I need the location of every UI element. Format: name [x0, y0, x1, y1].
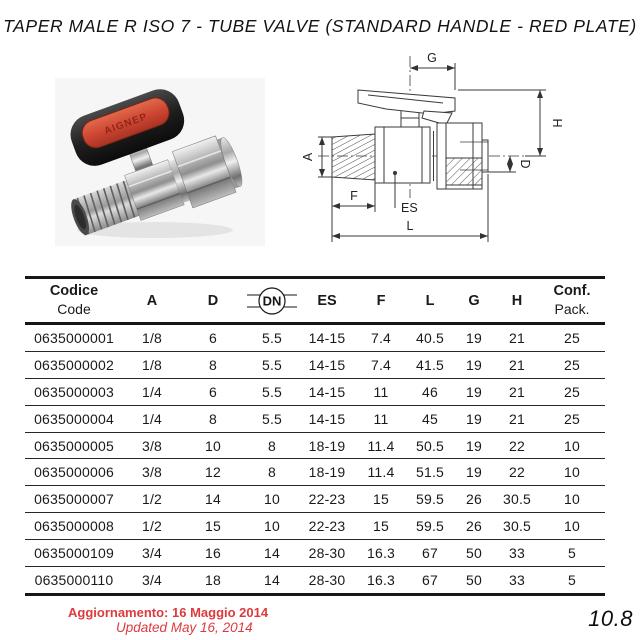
table-body: [25, 324, 605, 595]
table-row: [25, 459, 605, 486]
cell-es: 22-23: [308, 491, 346, 508]
cell-f: 15: [373, 518, 389, 535]
col-header-code: Codice Code: [49, 283, 99, 317]
cell-g: 19: [466, 464, 482, 481]
dimensions-table: [25, 276, 605, 596]
cell-code: 0635000008: [34, 518, 114, 535]
cell-code: 0635000006: [34, 464, 114, 481]
svg-text:DN: DN: [262, 293, 282, 308]
cell-d: 10: [205, 437, 221, 454]
technical-drawing: [300, 48, 640, 270]
col-header-d: D: [207, 292, 219, 309]
cell-dn: 10: [264, 491, 280, 508]
cell-a: 1/8: [141, 329, 163, 346]
cell-d: 16: [205, 545, 221, 562]
cell-code: 0635000002: [34, 356, 114, 373]
cell-f: 11: [373, 383, 389, 400]
cell-h: 30.5: [502, 518, 532, 535]
cell-es: 14-15: [308, 410, 346, 427]
cell-code: 0635000005: [34, 437, 114, 454]
cell-pack: 5: [568, 545, 576, 562]
cell-f: 16.3: [366, 571, 396, 588]
cell-g: 50: [466, 545, 482, 562]
table-row: [25, 567, 605, 595]
dim-label-G: G: [427, 51, 437, 65]
cell-g: 26: [466, 518, 482, 535]
dimension-diagram: [300, 48, 640, 270]
cell-l: 67: [422, 571, 438, 588]
cell-f: 7.4: [370, 356, 392, 373]
page-number: 10.8: [588, 606, 633, 631]
page-title: TAPER MALE R ISO 7 - TUBE VALVE (STANDARD HANDLE - RED PLATE): [3, 16, 637, 36]
cell-h: 21: [509, 329, 525, 346]
cell-h: 21: [509, 356, 525, 373]
col-header-dn: [245, 278, 299, 324]
cell-es: 18-19: [308, 437, 346, 454]
table-row: [25, 432, 605, 459]
cell-g: 50: [466, 571, 482, 588]
cell-h: 33: [509, 545, 525, 562]
cell-a: 3/4: [141, 571, 163, 588]
cell-d: 8: [209, 356, 217, 373]
cell-a: 3/4: [141, 545, 163, 562]
cell-l: 40.5: [415, 329, 445, 346]
table-header-row: [25, 278, 605, 324]
cell-dn: 14: [264, 545, 280, 562]
cell-l: 59.5: [415, 518, 445, 535]
cell-f: 16.3: [366, 545, 396, 562]
cell-g: 19: [466, 329, 482, 346]
cell-code: 0635000001: [34, 329, 114, 346]
product-photo: [55, 78, 265, 246]
cell-l: 46: [422, 383, 438, 400]
cell-dn: 8: [268, 437, 276, 454]
cell-l: 41.5: [415, 356, 445, 373]
cell-h: 21: [509, 410, 525, 427]
table-row: [25, 351, 605, 378]
table-row: [25, 540, 605, 567]
cell-f: 11: [373, 410, 389, 427]
table-row: [25, 324, 605, 352]
cell-h: 30.5: [502, 491, 532, 508]
cell-pack: 10: [564, 464, 580, 481]
col-header-a: A: [146, 292, 158, 309]
cell-code: 0635000109: [34, 545, 114, 562]
cell-code: 0635000003: [34, 383, 114, 400]
cell-pack: 10: [564, 518, 580, 535]
cell-d: 8: [209, 410, 217, 427]
dim-label-L: L: [406, 219, 414, 233]
cell-d: 6: [209, 329, 217, 346]
cell-a: 1/4: [141, 410, 163, 427]
col-header-h: H: [511, 292, 523, 309]
cell-l: 59.5: [415, 491, 445, 508]
cell-dn: 10: [264, 518, 280, 535]
table-row: [25, 486, 605, 513]
cell-es: 14-15: [308, 356, 346, 373]
table-row: [25, 378, 605, 405]
cell-code: 0635000007: [34, 491, 114, 508]
cell-g: 26: [466, 491, 482, 508]
cell-code: 0635000110: [34, 571, 114, 588]
cell-a: 3/8: [141, 464, 163, 481]
cell-d: 12: [205, 464, 221, 481]
cell-dn: 5.5: [261, 356, 283, 373]
cell-es: 28-30: [308, 571, 346, 588]
cell-l: 50.5: [415, 437, 445, 454]
cell-a: 1/2: [141, 518, 163, 535]
cell-f: 15: [373, 491, 389, 508]
cell-dn: 5.5: [261, 410, 283, 427]
cell-l: 45: [422, 410, 438, 427]
cell-a: 1/2: [141, 491, 163, 508]
cell-g: 19: [466, 437, 482, 454]
drawn-section-hatch: [446, 158, 482, 185]
cell-code: 0635000004: [34, 410, 114, 427]
cell-a: 1/8: [141, 356, 163, 373]
valve-photo-image: [55, 78, 265, 246]
cell-es: 14-15: [308, 329, 346, 346]
dim-label-ES: ES: [401, 201, 418, 215]
cell-d: 18: [205, 571, 221, 588]
update-date-english: Updated May 16, 2014: [116, 620, 253, 635]
cell-d: 6: [209, 383, 217, 400]
cell-dn: 5.5: [261, 383, 283, 400]
drawn-male-thread: [332, 134, 375, 180]
update-date-italian: Aggiornamento: 16 Maggio 2014: [68, 605, 269, 620]
cell-es: 28-30: [308, 545, 346, 562]
col-header-f: F: [376, 292, 386, 309]
cell-h: 33: [509, 571, 525, 588]
cell-pack: 25: [564, 329, 580, 346]
cell-a: 3/8: [141, 437, 163, 454]
cell-f: 7.4: [370, 329, 392, 346]
cell-pack: 10: [564, 437, 580, 454]
dim-label-A: A: [301, 152, 315, 162]
cell-a: 1/4: [141, 383, 163, 400]
cell-d: 14: [205, 491, 221, 508]
dim-label-D: D: [518, 159, 532, 169]
cell-es: 14-15: [308, 383, 346, 400]
cell-d: 15: [205, 518, 221, 535]
cell-pack: 25: [564, 383, 580, 400]
dim-label-H: H: [550, 118, 564, 128]
col-header-pack: Conf. Pack.: [553, 283, 591, 317]
brand-plate-text: AIGNEP: [102, 111, 150, 138]
cell-g: 19: [466, 356, 482, 373]
dim-label-F: F: [350, 189, 358, 203]
cell-dn: 5.5: [261, 329, 283, 346]
cell-es: 18-19: [308, 464, 346, 481]
cell-h: 22: [509, 464, 525, 481]
cell-es: 22-23: [308, 518, 346, 535]
cell-pack: 25: [564, 410, 580, 427]
cell-dn: 8: [268, 464, 276, 481]
col-header-l: L: [425, 292, 435, 309]
cell-dn: 14: [264, 571, 280, 588]
cell-h: 22: [509, 437, 525, 454]
drawn-tube-stub: [482, 140, 488, 172]
cell-pack: 25: [564, 356, 580, 373]
cell-pack: 10: [564, 491, 580, 508]
cell-f: 11.4: [367, 437, 395, 454]
col-header-g: G: [468, 292, 480, 309]
col-header-es: ES: [317, 292, 337, 309]
cell-g: 19: [466, 410, 482, 427]
cell-g: 19: [466, 383, 482, 400]
cell-h: 21: [509, 383, 525, 400]
cell-pack: 5: [568, 571, 576, 588]
cell-f: 11.4: [367, 464, 395, 481]
dn-circle-symbol: [247, 286, 297, 316]
table-row: [25, 405, 605, 432]
table-row: [25, 513, 605, 540]
cell-l: 67: [422, 545, 438, 562]
cell-l: 51.5: [415, 464, 445, 481]
